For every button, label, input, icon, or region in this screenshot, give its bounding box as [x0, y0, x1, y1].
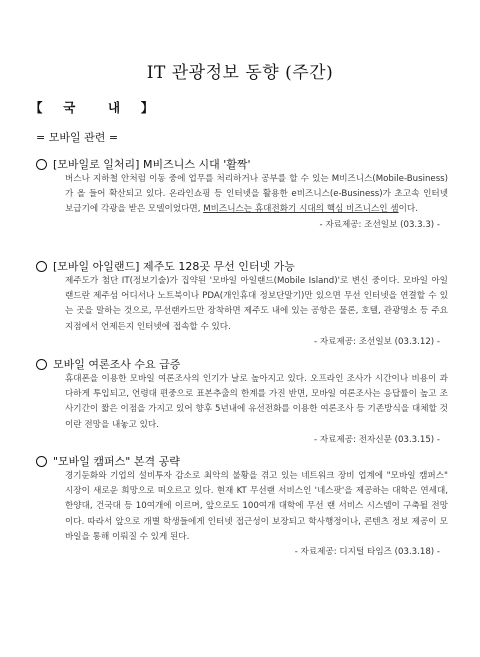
article-body: 제주도가 첨단 IT(정보기술)가 집약된 '모바일 아일랜드(Mobile Island)'로 변신 중이다. 모바일 아일랜드란 제주섬 어디서나 노트북이나 PDA(개인휴대 정보단말기)만 있으면 무선 인터넷을 연결할 수 있는 곳을 말하는 것으로, 무선랜카드만 장착하면 제주도 내에 있는 공항은 물론, 호텔, 관광명소 등 주요 지점에서 언제든지 인터넷에 접속할 수 있다.: [65, 276, 448, 332]
circle-bullet-icon: [36, 359, 47, 370]
body-text-end: 이다.: [398, 204, 418, 215]
article-mobile-campus: [36, 454, 448, 560]
article-headline: [36, 259, 448, 274]
article-headline: [36, 454, 448, 469]
article-headline: [36, 357, 448, 372]
headline-text: [모바일 아일랜드] 제주도 128곳 무선 인터넷 가능: [53, 260, 295, 273]
section-bracket-open: 【: [30, 100, 43, 115]
article-source: - 자료제공: 디지털 타임즈 (03.3.18) -: [294, 547, 440, 558]
article-mobile-survey: [36, 357, 448, 448]
headline-text: 모바일 여론조사 수요 급증: [53, 358, 181, 371]
article-headline: [36, 157, 448, 172]
article-mobile-island: [36, 259, 448, 350]
page-title: IT 관광정보 동향 (주간): [146, 63, 334, 83]
article-source: - 자료제공: 조선일보 (03.3.12) -: [314, 336, 440, 347]
body-text: 버스나 지하철 안처럼 이동 중에 업무를 처리하거나 공부를 할 수 있는 M비즈니스(Mobile-Business)가 올 들어 확산되고 있다. 온라인쇼핑 등 인터넷을 활용한 e비즈니스(e-Business)가 초고속 인터넷 보급기에 각광을 받은 모델이었다면,: [65, 174, 448, 215]
section-heading: [30, 98, 153, 116]
headline-text: "모바일 캠퍼스" 본격 공략: [53, 455, 180, 468]
article-body: 경기둔화와 기업의 설비투자 감소로 최악의 불황을 겪고 있는 네트워크 장비 업계에 "모바일 캠퍼스" 시장이 새로운 희망으로 떠오르고 있다. 현재 KT 무선랜 서비스인 '네스팟'을 제공하는 대학은 연세대, 한양대, 건국대 등 10여개에 이르며, 앞으로도 100여개 대학에 무선 랜 서비스 시스템이 구축될 전망이다. 따라서 앞으로 개별 학생들에게 인터넷 접근성이 보장되고 학사행정이나, 콘텐츠 정보 제공이 모바일을 통해 이뤄질 수 있게 된다.: [65, 471, 448, 542]
article-mbusiness: [36, 157, 448, 233]
article-source: - 자료제공: 전자신문 (03.3.15) -: [314, 434, 440, 445]
circle-bullet-icon: [36, 456, 47, 467]
circle-bullet-icon: [36, 159, 47, 170]
section-label-2: 내: [108, 100, 121, 115]
category-heading: = 모바일 관련 =: [36, 131, 119, 144]
headline-text: [모바일로 일처리] M비즈니스 시대 '활짝': [53, 158, 251, 171]
section-bracket-close: 】: [140, 100, 154, 115]
body-underlined-text: M비즈니스는 휴대전화기 시대의 핵심 비즈니스인 셈: [203, 204, 399, 215]
article-source: - 자료제공: 조선일보 (03.3.3) -: [319, 219, 440, 230]
circle-bullet-icon: [36, 261, 47, 272]
article-body: 휴대폰을 이용한 모바일 여론조사의 인기가 날로 높아지고 있다. 오프라인 조사가 시간이나 비용이 과다하게 투입되고, 언령대 편중으로 표본추출의 한계를 가진 반면, 모바일 여론조사는 응답률이 높고 조사기간이 짧은 이점을 가지고 있어 향후 5년내에 유선전화를 이용한 여론조사 등 기존방식을 대체할 것이란 전망을 내놓고 있다.: [65, 374, 448, 430]
section-label-1: 국: [63, 100, 76, 115]
article-body: [65, 172, 448, 218]
